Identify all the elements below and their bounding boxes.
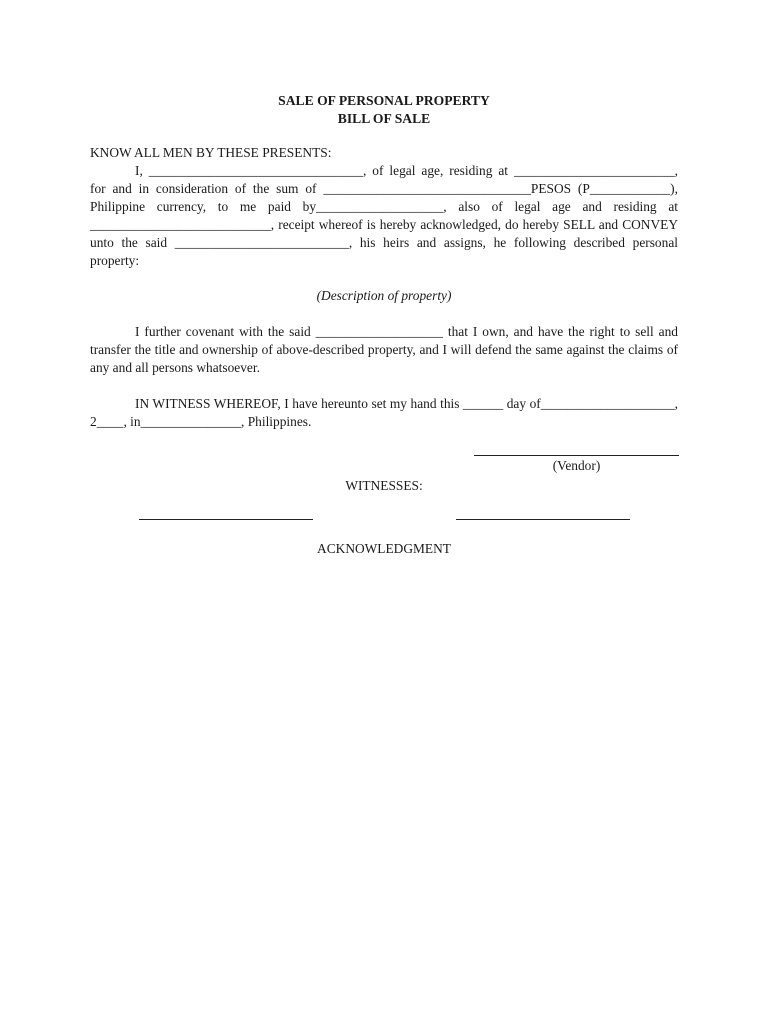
property-description-placeholder: (Description of property) <box>316 288 452 303</box>
vendor-signature-block <box>90 445 678 505</box>
witness-signature-area <box>90 505 678 535</box>
document-page <box>90 92 678 558</box>
sale-paragraph: I, ________________________________, of legal age, residing at ________________________, for and in consideration of the sum of _______________________________PESOS (P____________), Philippine currency, to me paid by___________________, also of legal age and residing at ___________________________, receipt whereof is hereby acknowledged, do hereby SELL and CONVEY unto the said __________________________, his heirs and assigns, he following described personal property: <box>90 163 678 268</box>
intro-text: KNOW ALL MEN BY THESE PRESENTS: <box>90 145 332 160</box>
witness-signature-line-2 <box>456 519 630 520</box>
witness-whereof-paragraph: IN WITNESS WHEREOF, I have hereunto set my hand this ______ day of____________________, 2____, in_______________, Philippines. <box>90 396 678 429</box>
document-title: SALE OF PERSONAL PROPERTY <box>278 93 490 108</box>
witness-signature-line-1 <box>139 519 313 520</box>
vendor-signature-line <box>474 455 679 456</box>
acknowledgment-heading: ACKNOWLEDGMENT <box>317 541 451 556</box>
witnesses-label: WITNESSES: <box>345 478 423 493</box>
document-subtitle: BILL OF SALE <box>337 111 431 126</box>
vendor-label: (Vendor) <box>552 458 601 473</box>
covenant-paragraph: I further covenant with the said ___________________ that I own, and have the right to sell and transfer the title and ownership of above-described property, and I will defend the same against the claims of any and all persons whatsoever. <box>90 324 678 375</box>
